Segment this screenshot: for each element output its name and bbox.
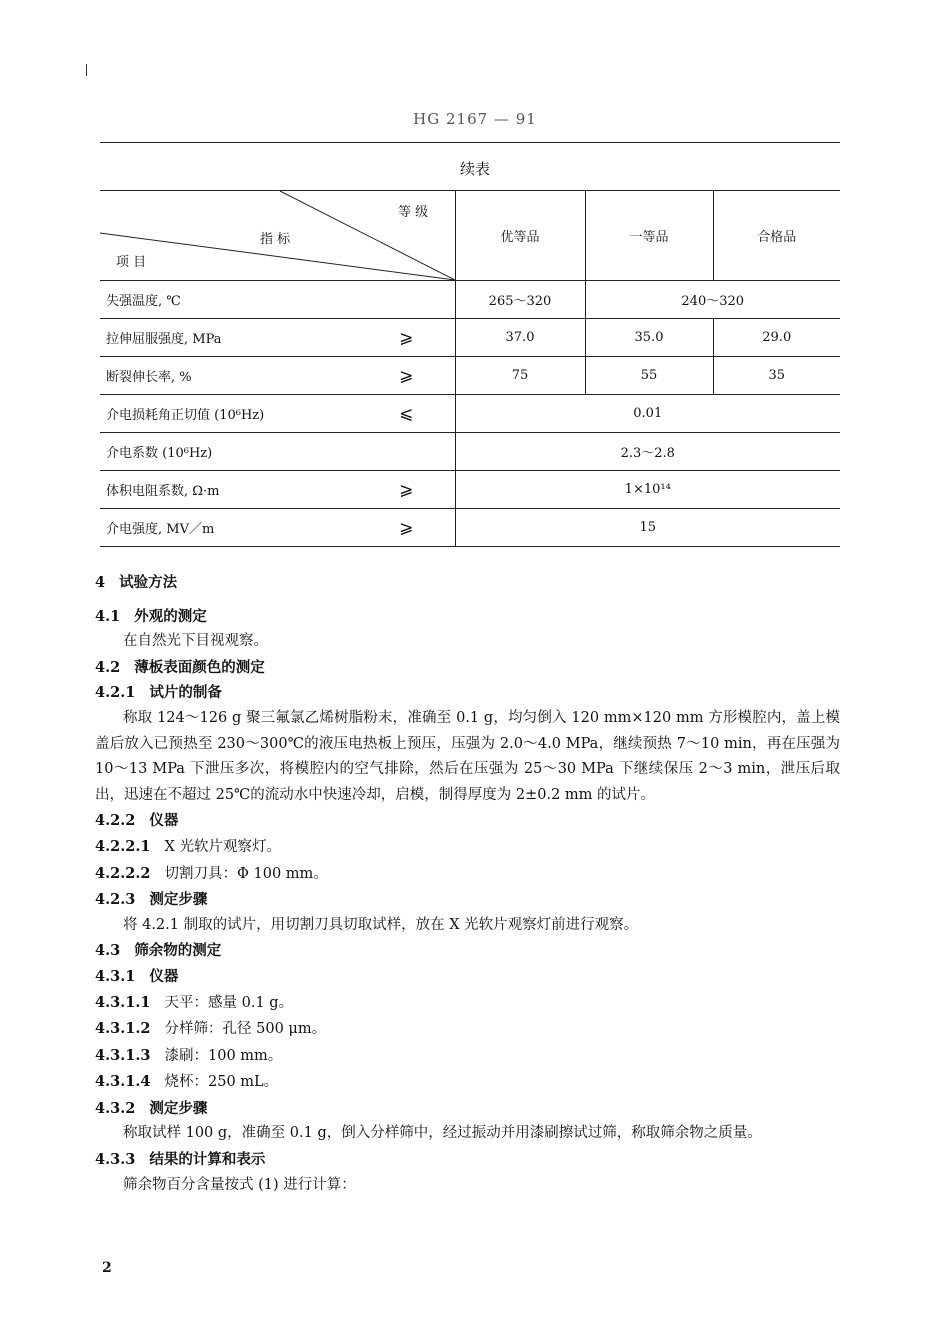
- row-symbol: ⩾: [358, 357, 455, 395]
- section-heading: 4.3 筛余物的测定: [95, 942, 222, 960]
- list-item: 4.3.1.1 天平：感量 0.1 g。: [95, 993, 294, 1011]
- row-item: 介电系数 (10⁶Hz): [100, 433, 358, 471]
- section-text: 在自然光下目视观察。: [123, 633, 268, 650]
- margin-mark: [86, 64, 87, 76]
- grade-first: 一等品: [585, 191, 713, 281]
- section-text: 筛余物百分含量按式 (1) 进行计算：: [123, 1176, 356, 1193]
- section-heading: 4.3.1 仪器: [95, 967, 179, 985]
- list-item: 4.3.1.3 漆刷：100 mm。: [95, 1046, 283, 1064]
- document-body: [95, 570, 840, 1198]
- list-item: 4.2.2.2 切割刀具：Φ 100 mm。: [95, 864, 328, 882]
- header-grade-label: 等 级: [398, 205, 429, 220]
- row-item: 体积电阻系数, Ω·m: [100, 471, 358, 509]
- row-value-premium: 265～320: [455, 281, 585, 319]
- row-item: 断裂伸长率, %: [100, 357, 358, 395]
- grade-qualified: 合格品: [713, 191, 840, 281]
- table-row: [100, 281, 840, 319]
- row-value-qualified: 29.0: [713, 319, 840, 357]
- table-header-row: [100, 191, 840, 281]
- table-row: [100, 357, 840, 395]
- row-value-merged: 240～320: [585, 281, 840, 319]
- row-value-merged: 1×10¹⁴: [455, 471, 840, 509]
- row-symbol: ⩾: [358, 509, 455, 547]
- section-heading: 4.1 外观的测定: [95, 607, 207, 625]
- table-row: [100, 471, 840, 509]
- section-paragraph: 称取 124～126 g 聚三氟氯乙烯树脂粉末，准确至 0.1 g，均匀倒入 120 mm×120 mm 方形模腔内，盖上模盖后放入已预热至 230～300℃的液压电热板上预压，压强为 2.0～4.0 MPa，继续预热 7～10 min，再在压强为 10～13 MPa 下泄压多次，将模腔内的空气排除，然后在压强为 25～30 MPa 下继续保压 2～3 min，泄压后取出，迅速在不超过 25℃的流动水中快速冷却，启模，制得厚度为 2±0.2 mm 的试片。: [95, 709, 840, 803]
- section-text: 将 4.2.1 制取的试片，用切割刀具切取试样，放在 X 光软片观察灯前进行观察。: [123, 916, 639, 933]
- row-item: 拉伸屈服强度, MPa: [100, 319, 358, 357]
- table-row: [100, 433, 840, 471]
- row-value-first: 35.0: [585, 319, 713, 357]
- row-symbol: ⩾: [358, 319, 455, 357]
- row-symbol: ⩽: [358, 395, 455, 433]
- section-heading: 4.3.2 测定步骤: [95, 1099, 208, 1117]
- list-item: 4.3.1.2 分样筛：孔径 500 μm。: [95, 1020, 327, 1038]
- row-value-first: 55: [585, 357, 713, 395]
- row-value-merged: 2.3～2.8: [455, 433, 840, 471]
- spec-table: [100, 190, 840, 547]
- header-index-label: 指 标: [260, 232, 291, 247]
- section-heading: 4 试验方法: [95, 574, 178, 591]
- row-value-merged: 0.01: [455, 395, 840, 433]
- section-paragraph: 称取试样 100 g，准确至 0.1 g，倒入分样筛中，经过振动并用漆刷擦试过筛，称取筛余物之质量。: [123, 1125, 762, 1142]
- table-row: [100, 395, 840, 433]
- standard-number: HG 2167 — 91: [413, 110, 537, 128]
- row-value-premium: 37.0: [455, 319, 585, 357]
- section-heading: 4.2.1 试片的制备: [95, 684, 222, 702]
- section-heading: 4.3.3 结果的计算和表示: [95, 1151, 266, 1169]
- page-number: 2: [102, 1260, 112, 1276]
- row-item: 介电损耗角正切值 (10⁶Hz): [100, 395, 358, 433]
- row-value-premium: 75: [455, 357, 585, 395]
- header-rule: [100, 142, 840, 143]
- section-heading: 4.2 薄板表面颜色的测定: [95, 658, 265, 676]
- row-value-merged: 15: [455, 509, 840, 547]
- header-item-label: 项 目: [116, 255, 147, 270]
- list-item: 4.3.1.4 烧杯：250 mL。: [95, 1073, 279, 1091]
- row-item: 介电强度, MV／m: [100, 509, 358, 547]
- row-symbol: ⩾: [358, 471, 455, 509]
- row-item: 失强温度, ℃: [100, 281, 358, 319]
- table-row: [100, 319, 840, 357]
- diagonal-header-cell: [100, 191, 455, 281]
- row-value-qualified: 35: [713, 357, 840, 395]
- row-symbol: [358, 281, 455, 319]
- grade-premium: 优等品: [455, 191, 585, 281]
- table-caption: 续表: [459, 160, 490, 178]
- section-heading: 4.2.2 仪器: [95, 812, 179, 830]
- list-item: 4.2.2.1 X 光软片观察灯。: [95, 837, 281, 855]
- section-heading: 4.2.3 测定步骤: [95, 891, 208, 909]
- table-row: [100, 509, 840, 547]
- row-symbol: [358, 433, 455, 471]
